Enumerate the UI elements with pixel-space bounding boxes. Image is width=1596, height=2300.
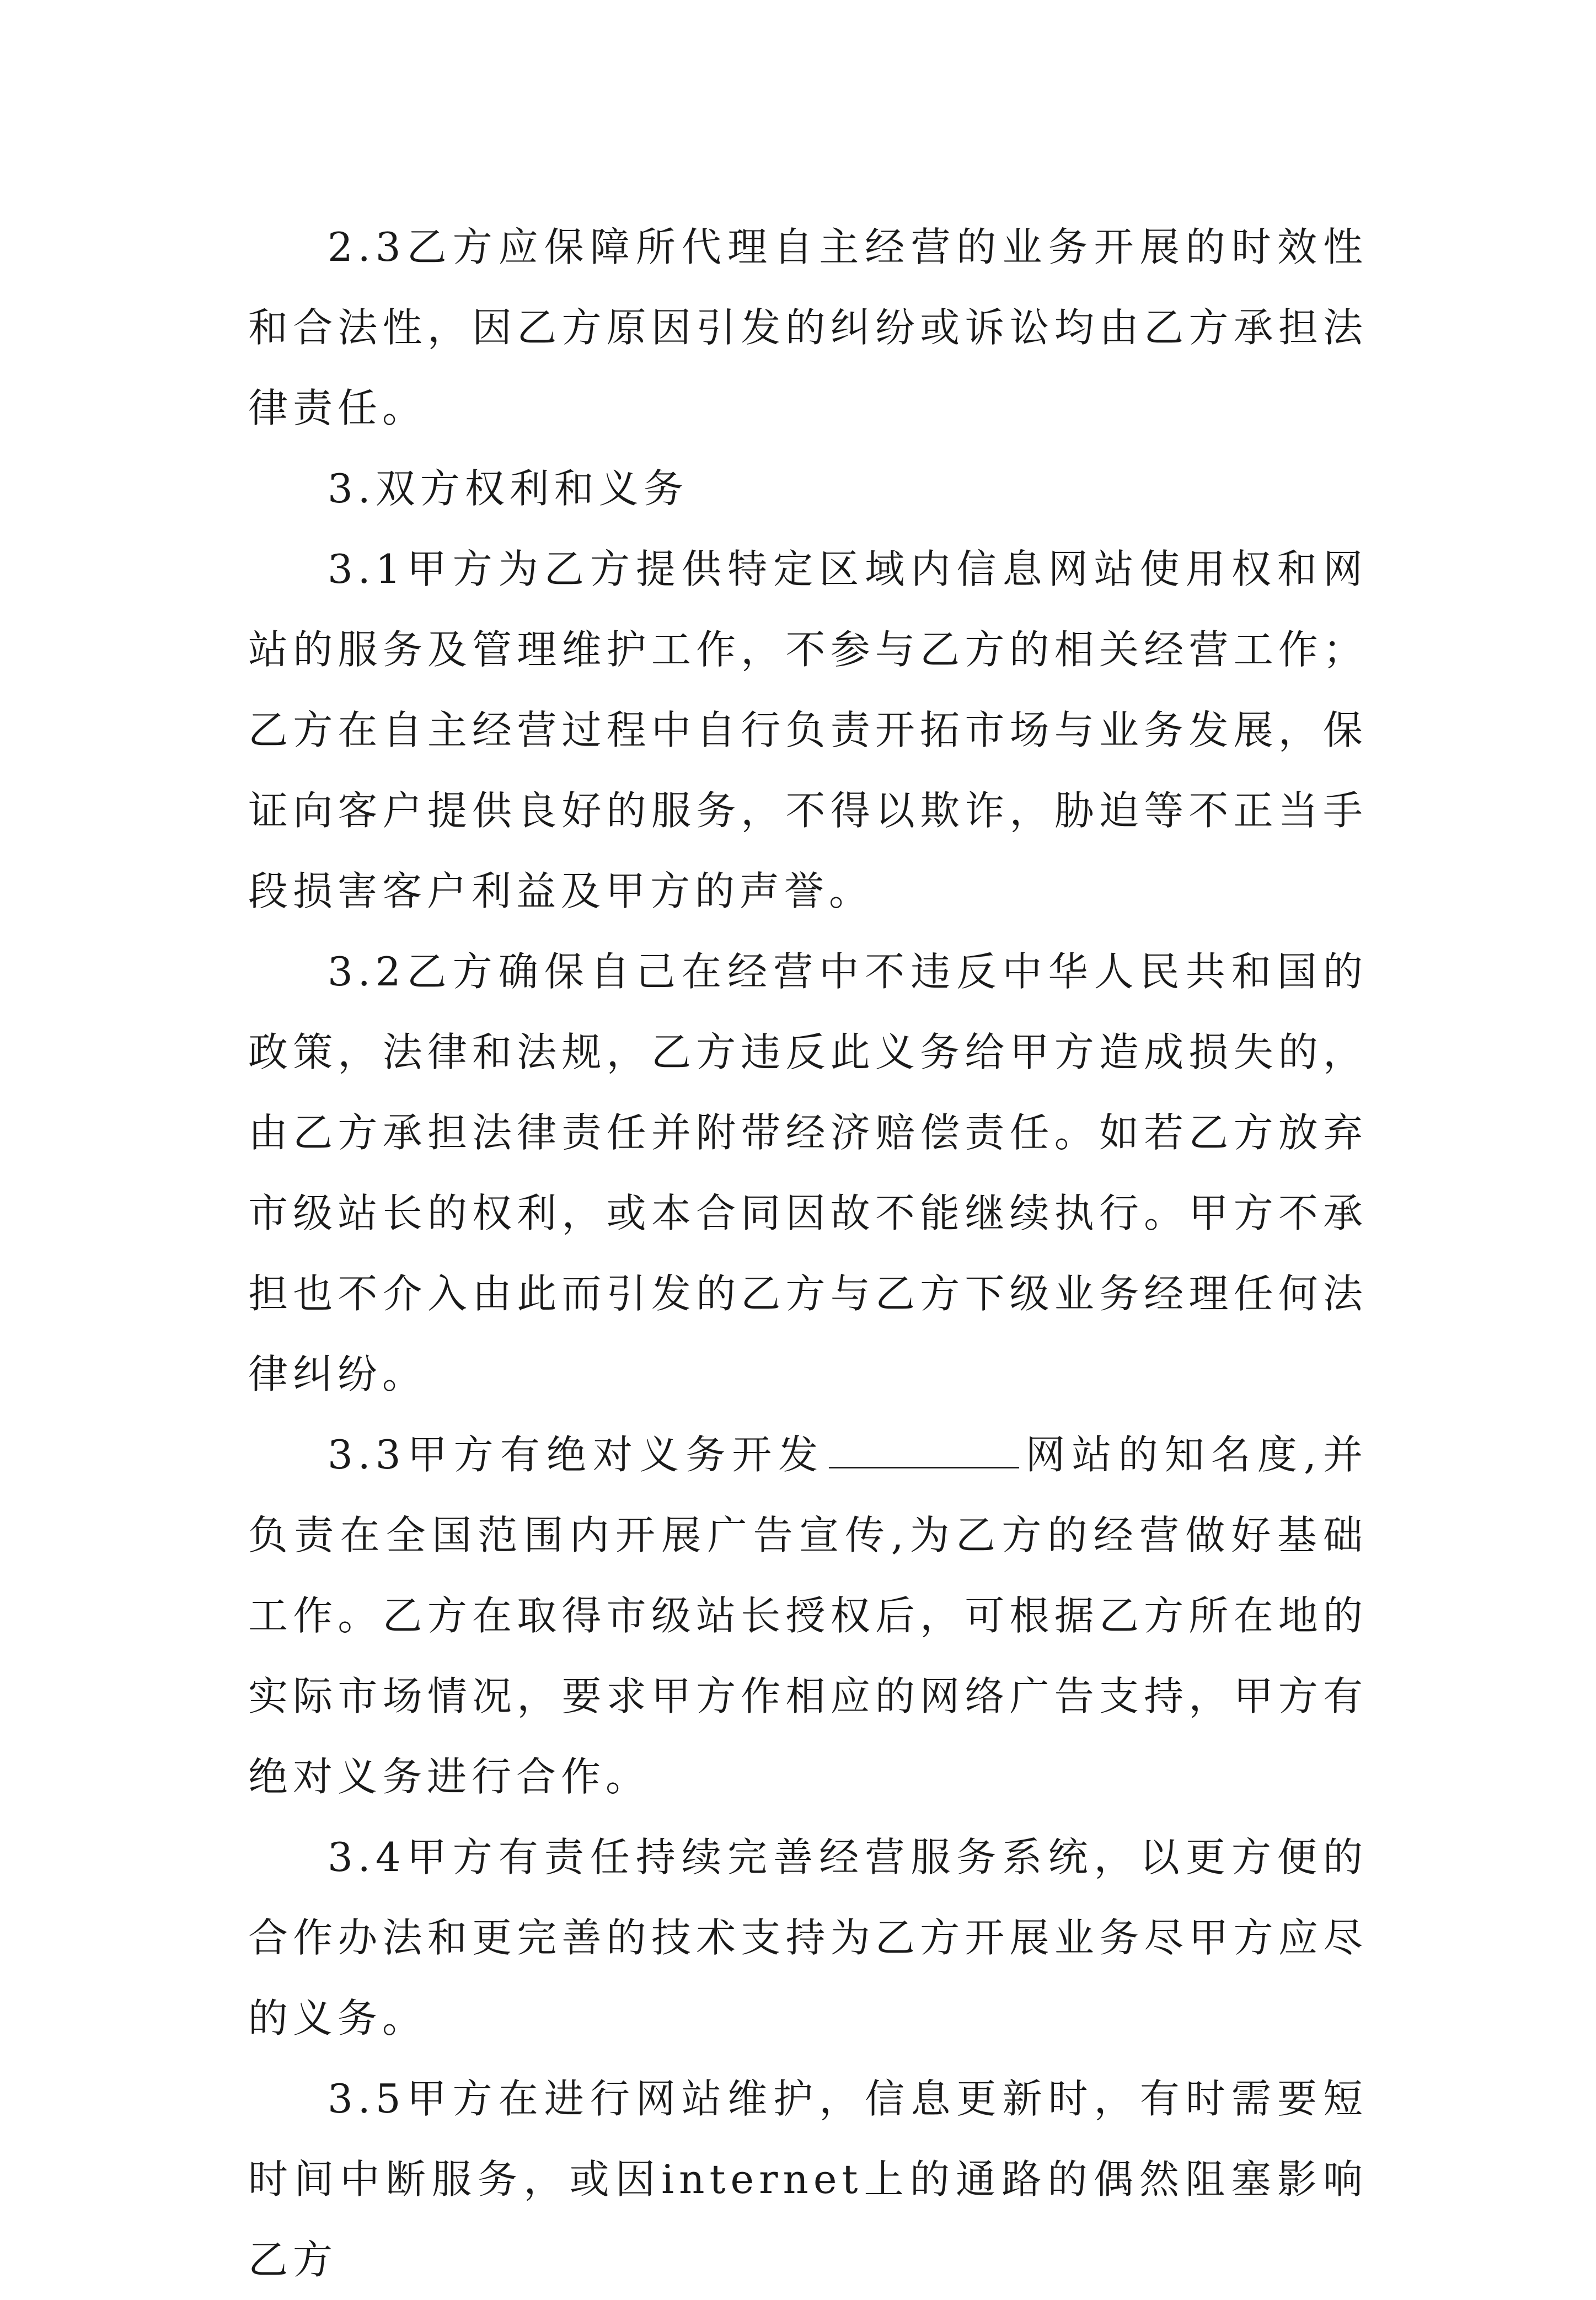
paragraph-3-5: 3.5甲方在进行网站维护，信息更新时，有时需要短时间中断服务，或因internet上的通路的偶然阻塞影响乙方 xyxy=(248,2076,1368,2283)
paragraph-3-3-before-blank: 3.3甲方有绝对义务开发 xyxy=(328,1432,825,1478)
document-body xyxy=(248,207,1368,2300)
paragraph-3-1: 3.1甲方为乙方提供特定区域内信息网站使用权和网站的服务及管理维护工作，不参与乙方的相关经营工作；乙方在自主经营过程中自行负责开拓市场与业务发展，保证向客户提供良好的服务，不得以欺诈，胁迫等不正当手段损害客户利益及甲方的声誉。 xyxy=(248,546,1368,914)
section-heading-3: 3.双方权利和义务 xyxy=(328,465,688,512)
paragraph-3-2: 3.2乙方确保自己在经营中不违反中华人民共和国的政策，法律和法规，乙方违反此义务给甲方造成损失的，由乙方承担法律责任并附带经济赔偿责任。如若乙方放弃市级站长的权利，或本合同因故不能继续执行。甲方不承担也不介入由此而引发的乙方与乙方下级业务经理任何法律纠纷。 xyxy=(248,948,1368,1397)
paragraph-2-3: 2.3乙方应保障所代理自主经营的业务开展的时效性和合法性，因乙方原因引发的纠纷或诉讼均由乙方承担法律责任。 xyxy=(248,224,1368,431)
paragraph-3-3-after-blank: 网站的知名度,并负责在全国范围内开展广告宣传,为乙方的经营做好基础工作。乙方在取得市级站长授权后，可根据乙方所在地的实际市场情况，要求甲方作相应的网络广告支持，甲方有绝对义务进行合作。 xyxy=(248,1432,1368,1800)
paragraph-3-4: 3.4甲方有责任持续完善经营服务系统，以更方便的合作办法和更完善的技术支持为乙方开展业务尽甲方应尽的义务。 xyxy=(248,1834,1368,2041)
paragraph-3-3 xyxy=(248,1414,1368,1817)
fill-in-blank-line xyxy=(829,1434,1019,1468)
